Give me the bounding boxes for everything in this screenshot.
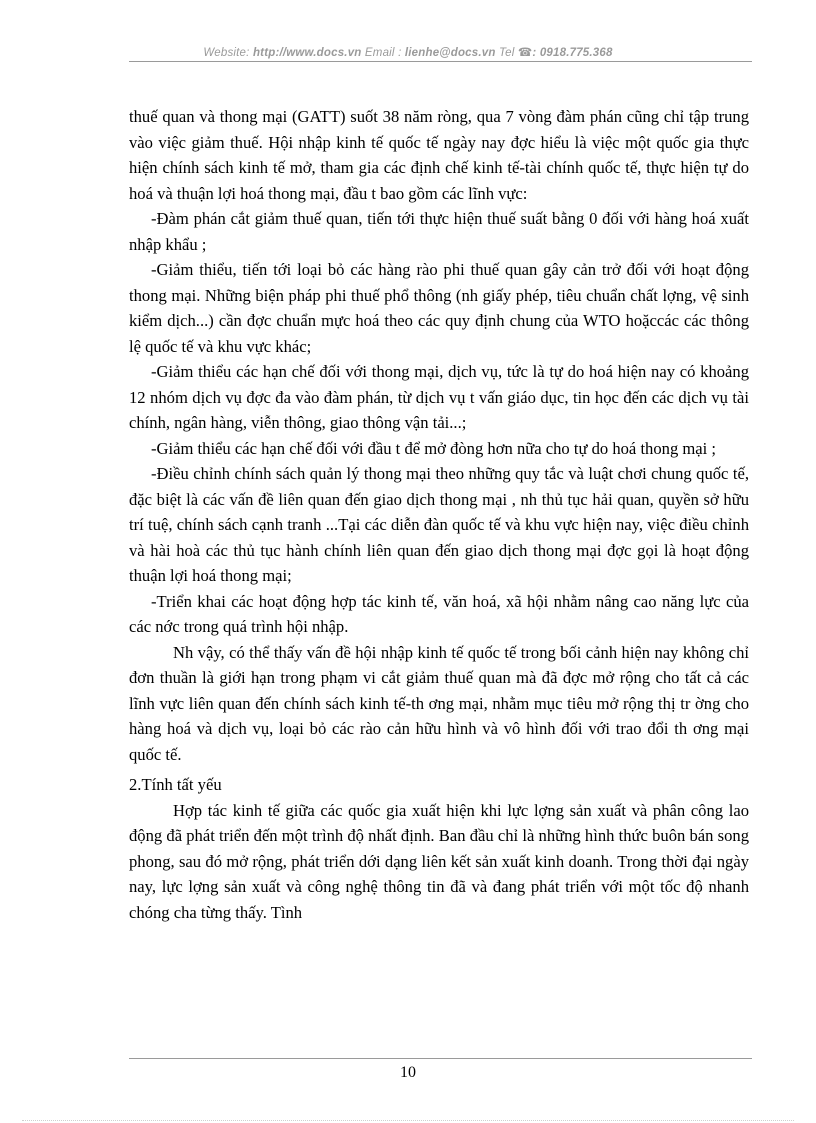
email-label: Email : [361,47,405,59]
section-heading: 2.Tính tất yếu [129,775,222,794]
page-body [129,104,749,925]
paragraph-summary: Nh vậy, có thể thấy vấn đề hội nhập kinh tế quốc tế trong bối cảnh hiện nay không chỉ đơn thuần là giới hạn trong phạm vi cắt giảm thuế quan mà đã đợc mở rộng cho tất cả các lĩnh vực liên quan đến chính sách kinh tế-th ơng mại, nhằm mục tiêu mở rộng thị tr ờng cho hàng hoá và dịch vụ, loại bỏ các rào cản hữu hình và vô hình đối với trao đổi th ơng mại quốc tế. [129,642,749,764]
list-item-investment: -Giảm thiểu các hạn chế đối với đầu t để mở đòng hơn nữa cho tự do hoá thong mại ; [151,438,717,458]
page-edge-divider [22,1120,794,1121]
website-url[interactable]: http://www.docs.vn [252,47,362,59]
email-address[interactable]: lienhe@docs.vn [404,47,496,59]
header-divider [129,61,752,62]
list-item-tariff: -Đàm phán cắt giảm thuế quan, tiến tới thực hiện thuế suất bằng 0 đối với hàng hoá xuất nhập khẩu ; [129,209,749,254]
tel-label: Tel [495,47,518,59]
footer-divider [129,1058,752,1059]
section-paragraph: Hợp tác kinh tế giữa các quốc gia xuất hiện khi lực lợng sản xuất và phân công lao động đã phát triển đến một trình độ nhất định. Ban đầu chỉ là những hình thức buôn bán song phong, sau đó mở rộng, phát triển dới dạng liên kết sản xuất kinh doanh. Trong thời đại ngày nay, lực lợng sản xuất và công nghệ thông tin đã và đang phát triển với một tốc độ nhanh chóng cha từng thấy. Tình [129,800,749,922]
list-item-policy: -Điều chỉnh chính sách quản lý thong mại theo những quy tắc và luật chơi chung quốc tế, đặc biệt là các vấn đề liên quan đến giao dịch thong mại , nh thủ tục hải quan, quyền sở hữu trí tuệ, chính sách cạnh tranh ...Tại các diễn đàn quốc tế và khu vực hiện nay, việc điều chỉnh và hài hoà các thủ tục hành chính liên quan đến giao dịch thong mại đợc gọi là hoạt động thuận lợi hoá thong mại; [129,464,749,585]
website-label: Website: [203,47,253,59]
page-number: 10 [400,1064,416,1081]
paragraph-intro: thuế quan và thong mại (GATT) suốt 38 năm ròng, qua 7 vòng đàm phán cũng chỉ tập trung vào việc giảm thuế. Hội nhập kinh tế quốc tế ngày nay đợc hiểu là việc một quốc gia thực hiện chính sách kinh tế mở, tham gia các định chế kinh tế-tài chính quốc tế, thực hiện tự do hoá và thuận lợi hoá thong mại, đầu t bao gồm các lĩnh vực: [129,107,749,203]
list-item-non-tariff: -Giảm thiểu, tiến tới loại bỏ các hàng rào phi thuế quan gây cản trở đối với hoạt động thong mại. Những biện pháp phi thuế phổ thông (nh giấy phép, tiêu chuẩn chất lợng, vệ sinh kiểm dịch...) cần đợc chuẩn mực hoá theo các quy định chung của WTO hoặccác các thông lệ quốc tế và khu vực khác; [129,260,749,356]
list-item-cooperation: -Triển khai các hoạt động hợp tác kinh tế, văn hoá, xã hội nhằm nâng cao năng lực của các nớc trong quá trình hội nhập. [129,591,749,636]
phone-number: ☎: 0918.775.368 [517,47,613,59]
page-header [0,45,816,59]
list-item-services: -Giảm thiểu các hạn chế đối với thong mại, dịch vụ, tức là tự do hoá hiện nay có khoảng 12 nhóm dịch vụ đợc đa vào đàm phán, từ dịch vụ t vấn giáo dục, tin học đến các dịch vụ tài chính, ngân hàng, viễn thông, giao thông vận tải...; [129,362,749,432]
